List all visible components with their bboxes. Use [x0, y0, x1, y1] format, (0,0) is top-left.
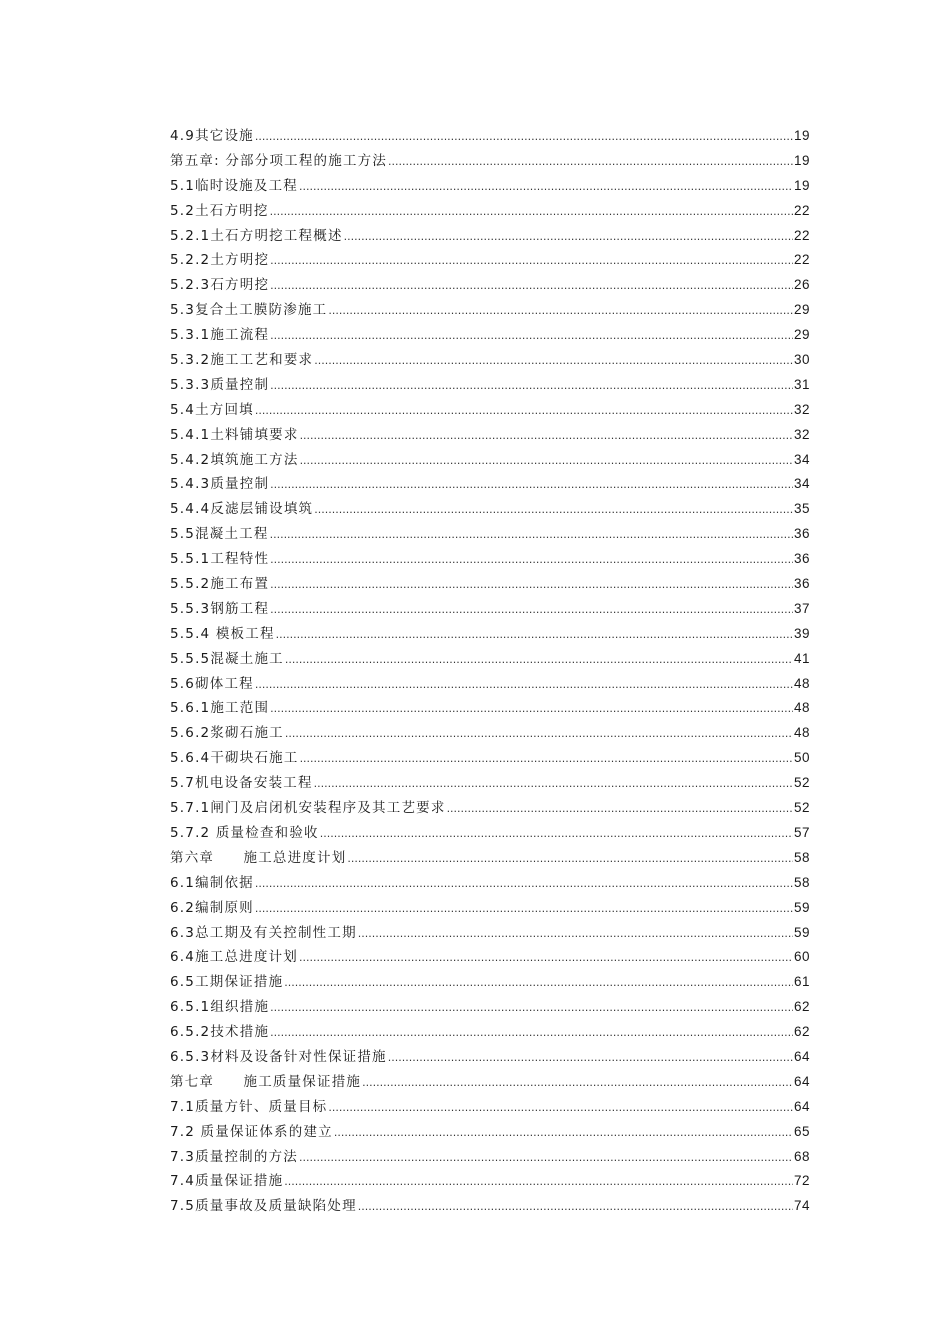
toc-entry[interactable] [170, 547, 810, 572]
toc-entry-page-number: 74 [793, 1198, 810, 1214]
toc-entry-title: 6.4施工总进度计划 [170, 949, 298, 966]
toc-dot-leader [300, 424, 793, 449]
toc-dot-leader [285, 722, 793, 747]
toc-dot-leader [255, 897, 793, 922]
toc-entry[interactable] [170, 323, 810, 348]
toc-entry-title: 6.5.3材料及设备针对性保证措施 [170, 1048, 387, 1065]
toc-dot-leader [334, 1121, 793, 1146]
toc-entry-page-number: 65 [793, 1123, 810, 1139]
toc-entry-title: 5.2.1土石方明挖工程概述 [170, 227, 343, 244]
toc-entry-title: 4.9其它设施 [170, 128, 254, 144]
toc-entry[interactable] [170, 298, 810, 323]
toc-entry-title: 5.1临时设施及工程 [170, 177, 298, 194]
toc-dot-leader [314, 772, 793, 797]
toc-entry-page-number: 52 [793, 800, 810, 816]
toc-entry-page-number: 41 [793, 650, 810, 666]
toc-entry-page-number: 22 [793, 252, 810, 268]
toc-dot-leader [388, 150, 793, 175]
toc-dot-leader [270, 324, 793, 349]
toc-entry[interactable] [170, 398, 810, 423]
toc-entry-page-number: 61 [793, 974, 810, 990]
toc-entry-title: 5.4.2填筑施工方法 [170, 451, 299, 468]
toc-dot-leader [270, 598, 793, 623]
toc-entry[interactable] [170, 174, 810, 199]
toc-entry[interactable] [170, 448, 810, 473]
toc-entry-page-number: 19 [793, 152, 810, 168]
toc-entry-page-number: 26 [793, 277, 810, 293]
toc-dot-leader [300, 449, 793, 474]
toc-entry[interactable] [170, 1120, 810, 1145]
toc-entry-page-number: 48 [793, 700, 810, 716]
toc-dot-leader [285, 648, 793, 673]
toc-entry[interactable] [170, 149, 810, 174]
toc-entry-page-number: 39 [793, 625, 810, 641]
toc-entry[interactable] [170, 124, 810, 149]
toc-dot-leader [314, 498, 793, 523]
toc-entry[interactable] [170, 647, 810, 672]
toc-dot-leader [255, 125, 793, 150]
toc-dot-leader [270, 274, 793, 299]
toc-entry-page-number: 36 [793, 526, 810, 542]
toc-dot-leader [299, 175, 793, 200]
toc-entry-title: 5.7.2 质量检查和验收 [170, 824, 319, 841]
toc-entry-page-number: 22 [793, 202, 810, 218]
toc-dot-leader [284, 971, 793, 996]
toc-entry-page-number: 19 [793, 128, 810, 143]
toc-entry-page-number: 58 [793, 849, 810, 865]
toc-dot-leader [314, 349, 793, 374]
toc-entry-title: 6.5.1组织措施 [170, 999, 270, 1016]
toc-dot-leader [347, 847, 793, 872]
toc-entry-title: 5.5混凝土工程 [170, 526, 269, 543]
toc-entry-page-number: 32 [793, 426, 810, 442]
toc-entry-title: 5.5.3钢筋工程 [170, 600, 270, 617]
toc-entry-page-number: 64 [793, 1073, 810, 1089]
toc-entry-title: 6.2编制原则 [170, 899, 254, 916]
toc-entry-title: 7.4质量保证措施 [170, 1173, 284, 1190]
toc-dot-leader [270, 548, 793, 573]
toc-entry[interactable] [170, 1045, 810, 1070]
toc-dot-leader [270, 473, 793, 498]
toc-dot-leader [270, 697, 793, 722]
toc-dot-leader [270, 523, 793, 548]
toc-dot-leader [328, 299, 793, 324]
toc-entry-title: 第五章: 分部分项工程的施工方法 [170, 152, 388, 169]
toc-entry-title: 5.5.2施工布置 [170, 576, 270, 593]
toc-entry[interactable] [170, 199, 810, 224]
toc-entry-title: 5.2.3石方明挖 [170, 277, 270, 294]
toc-entry-title: 5.6砌体工程 [170, 675, 254, 692]
toc-dot-leader [299, 1146, 793, 1171]
toc-entry[interactable] [170, 896, 810, 921]
toc-entry[interactable] [170, 497, 810, 522]
toc-entry-page-number: 52 [793, 775, 810, 791]
toc-dot-leader [328, 1096, 793, 1121]
toc-entry-page-number: 37 [793, 600, 810, 616]
toc-entry[interactable] [170, 1145, 810, 1170]
toc-entry-title: 5.3.1施工流程 [170, 327, 270, 344]
toc-entry-title: 5.3复合土工膜防渗施工 [170, 302, 328, 319]
toc-entry-title: 5.4.1土料铺填要求 [170, 426, 299, 443]
toc-dot-leader [270, 200, 793, 225]
toc-entry-page-number: 35 [793, 501, 810, 517]
toc-entry-page-number: 31 [793, 376, 810, 392]
toc-entry-title: 5.5.5混凝土施工 [170, 650, 284, 667]
toc-entry[interactable] [170, 995, 810, 1020]
toc-entry-title: 5.5.1工程特性 [170, 551, 270, 568]
toc-entry-page-number: 59 [793, 924, 810, 940]
toc-entry-page-number: 29 [793, 302, 810, 318]
toc-entry-page-number: 68 [793, 1148, 810, 1164]
toc-entry[interactable] [170, 970, 810, 995]
toc-entry[interactable] [170, 597, 810, 622]
toc-dot-leader [344, 225, 793, 250]
toc-entry-title: 5.4.3质量控制 [170, 476, 270, 493]
toc-entry-title: 第七章 施工质量保证措施 [170, 1073, 362, 1090]
toc-dot-leader [255, 399, 793, 424]
toc-entry-page-number: 57 [793, 824, 810, 840]
toc-entry-title: 5.2土石方明挖 [170, 202, 269, 219]
toc-entry[interactable] [170, 248, 810, 273]
toc-entry-page-number: 59 [793, 899, 810, 915]
toc-dot-leader [388, 1046, 793, 1071]
toc-entry-title: 6.3总工期及有关控制性工期 [170, 924, 357, 941]
toc-entry[interactable] [170, 1095, 810, 1120]
toc-entry-page-number: 62 [793, 1024, 810, 1040]
toc-entry-title: 6.1编制依据 [170, 874, 254, 891]
toc-entry-title: 6.5.2技术措施 [170, 1024, 270, 1041]
toc-entry[interactable] [170, 771, 810, 796]
toc-entry-title: 5.7.1闸门及启闭机安装程序及其工艺要求 [170, 800, 446, 817]
toc-entry-page-number: 34 [793, 476, 810, 492]
toc-entry[interactable] [170, 522, 810, 547]
toc-entry[interactable] [170, 945, 810, 970]
toc-dot-leader [270, 573, 793, 598]
toc-entry-title: 6.5工期保证措施 [170, 974, 284, 991]
toc-dot-leader [447, 797, 793, 822]
toc-entry[interactable] [170, 796, 810, 821]
toc-dot-leader [358, 922, 793, 947]
toc-entry-title: 5.4.4反滤层铺设填筑 [170, 501, 314, 518]
toc-dot-leader [320, 822, 793, 847]
toc-entry-title: 7.3质量控制的方法 [170, 1148, 298, 1165]
toc-entry-page-number: 58 [793, 874, 810, 890]
toc-dot-leader [270, 249, 793, 274]
toc-entry-page-number: 64 [793, 1048, 810, 1064]
toc-entry[interactable] [170, 224, 810, 249]
toc-entry-page-number: 36 [793, 551, 810, 567]
toc-dot-leader [270, 374, 793, 399]
toc-entry-page-number: 36 [793, 576, 810, 592]
toc-dot-leader [276, 623, 793, 648]
toc-entry[interactable] [170, 373, 810, 398]
toc-entry-page-number: 34 [793, 451, 810, 467]
toc-entry[interactable] [170, 348, 810, 373]
toc-entry[interactable] [170, 846, 810, 871]
toc-entry[interactable] [170, 1169, 810, 1194]
toc-entry[interactable] [170, 921, 810, 946]
toc-dot-leader [300, 747, 793, 772]
toc-entry-page-number: 72 [793, 1173, 810, 1189]
toc-entry[interactable] [170, 1020, 810, 1045]
toc-entry[interactable] [170, 672, 810, 697]
toc-dot-leader [255, 872, 793, 897]
toc-entry[interactable] [170, 871, 810, 896]
toc-entry-title: 5.6.2浆砌石施工 [170, 725, 284, 742]
toc-entry[interactable] [170, 472, 810, 497]
toc-entry[interactable] [170, 721, 810, 746]
toc-entry-title: 5.7机电设备安装工程 [170, 775, 313, 792]
toc-entry-title: 7.1质量方针、质量目标 [170, 1098, 328, 1115]
toc-entry-page-number: 48 [793, 675, 810, 691]
toc-entry-page-number: 50 [793, 750, 810, 766]
toc-dot-leader [270, 1021, 793, 1046]
toc-dot-leader [362, 1071, 793, 1096]
toc-entry-title: 5.3.2施工工艺和要求 [170, 352, 314, 369]
table-of-contents [170, 124, 810, 1219]
toc-entry-title: 第六章 施工总进度计划 [170, 849, 347, 866]
toc-dot-leader [358, 1195, 793, 1220]
toc-entry-title: 5.6.1施工范围 [170, 700, 270, 717]
toc-entry[interactable] [170, 821, 810, 846]
toc-entry[interactable] [170, 572, 810, 597]
toc-entry-page-number: 62 [793, 999, 810, 1015]
toc-entry[interactable] [170, 622, 810, 647]
toc-entry[interactable] [170, 423, 810, 448]
toc-entry-page-number: 32 [793, 401, 810, 417]
toc-dot-leader [299, 946, 793, 971]
toc-entry-title: 5.3.3质量控制 [170, 376, 270, 393]
toc-entry[interactable] [170, 1194, 810, 1219]
toc-dot-leader [284, 1170, 793, 1195]
toc-dot-leader [270, 996, 793, 1021]
toc-entry-title: 5.5.4 模板工程 [170, 625, 275, 642]
toc-dot-leader [255, 673, 793, 698]
toc-entry-title: 7.2 质量保证体系的建立 [170, 1123, 333, 1140]
toc-entry-page-number: 19 [793, 177, 810, 193]
toc-entry-title: 5.6.4干砌块石施工 [170, 750, 299, 767]
toc-entry[interactable] [170, 696, 810, 721]
toc-entry-title: 7.5质量事故及质量缺陷处理 [170, 1198, 357, 1215]
toc-entry[interactable] [170, 1070, 810, 1095]
toc-entry-page-number: 30 [793, 352, 810, 368]
toc-entry[interactable] [170, 273, 810, 298]
toc-entry-page-number: 29 [793, 327, 810, 343]
toc-entry-page-number: 48 [793, 725, 810, 741]
toc-entry-page-number: 22 [793, 227, 810, 243]
toc-entry-title: 5.4土方回填 [170, 401, 254, 418]
toc-entry-page-number: 64 [793, 1098, 810, 1114]
toc-entry-title: 5.2.2土方明挖 [170, 252, 270, 269]
toc-entry-page-number: 60 [793, 949, 810, 965]
toc-entry[interactable] [170, 746, 810, 771]
